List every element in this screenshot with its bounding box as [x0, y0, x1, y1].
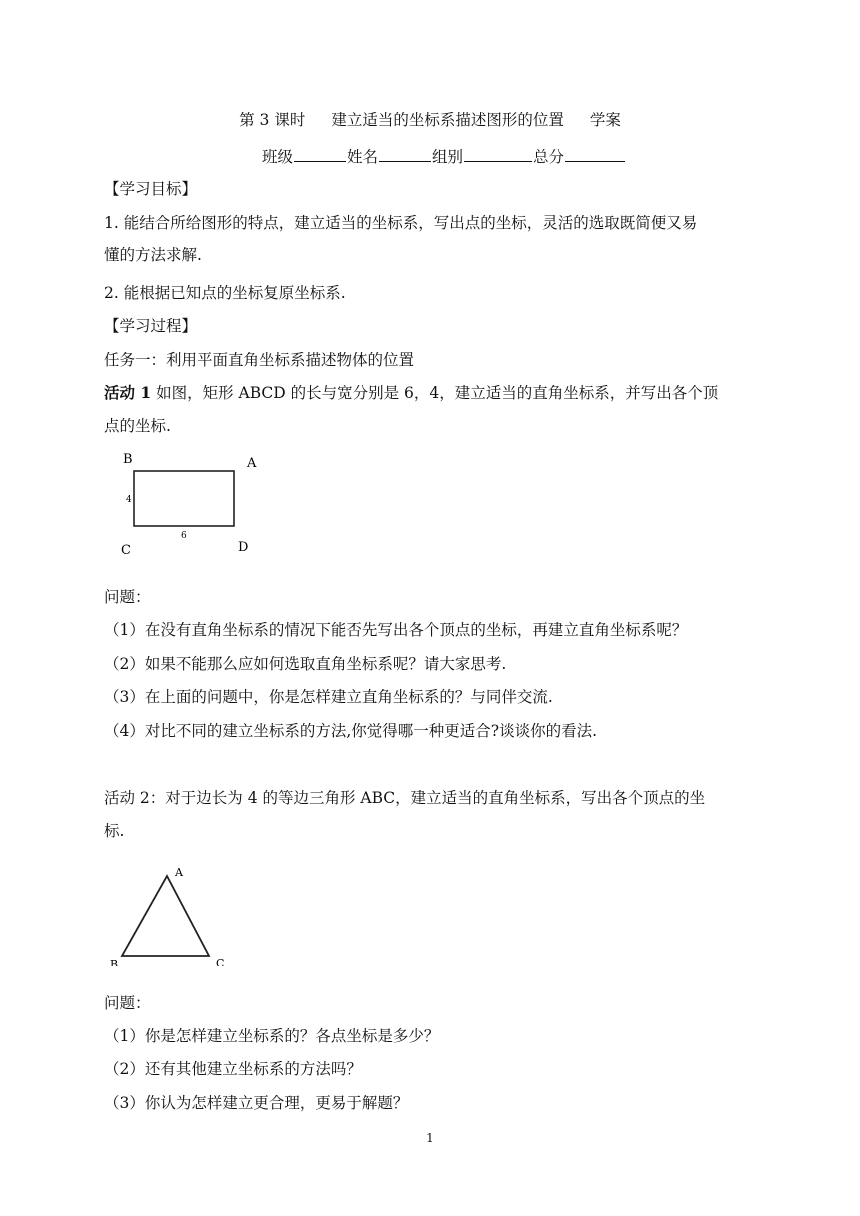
height-label: 4 [126, 495, 132, 505]
document-kind: 学案 [589, 111, 621, 129]
activity-2-line-1: 活动 2：对于边长为 4 的等边三角形 ABC，建立适当的直角坐标系，写出各个顶点的坐 [104, 789, 706, 807]
activity-2-line-2: 标. [104, 822, 125, 840]
process-heading: 【学习过程】 [104, 317, 198, 335]
task-1: 任务一：利用平面直角坐标系描述物体的位置 [104, 351, 415, 369]
student-info-line [262, 145, 626, 167]
vertex-b-label: B [110, 958, 119, 966]
rectangle-abcd [134, 471, 234, 526]
group-label: 组别 [432, 148, 464, 166]
group-blank[interactable] [464, 147, 532, 162]
vertex-c-label: C [216, 957, 225, 966]
score-label: 总分 [533, 148, 565, 166]
activity-2-question-2: （2）还有其他建立坐标系的方法吗？ [104, 1060, 362, 1078]
activity-2-questions-label: 问题： [104, 994, 151, 1012]
document-title [0, 108, 860, 130]
vertex-c-label: C [121, 543, 131, 558]
class-label: 班级 [262, 148, 294, 166]
lesson-number: 第 3 课时 [239, 111, 306, 129]
activity-1-question-4: （4）对比不同的建立坐标系的方法,你觉得哪一种更适合?谈谈你的看法. [104, 722, 598, 740]
triangle-abc [122, 876, 209, 956]
goal-item-1-line-1: 1. 能结合所给图形的特点，建立适当的坐标系，写出点的坐标，灵活的选取既简便又易 [104, 214, 698, 232]
activity-2-question-3: （3）你认为怎样建立更合理，更易于解题？ [104, 1094, 409, 1112]
activity-2-question-1: （1）你是怎样建立坐标系的？各点坐标是多少？ [104, 1027, 440, 1045]
goal-item-1-line-2: 懂的方法求解. [104, 246, 202, 264]
vertex-a-label: A [247, 456, 257, 471]
activity-1-questions-label: 问题： [104, 588, 151, 606]
name-blank[interactable] [379, 147, 431, 162]
activity-1-line-1 [104, 381, 718, 403]
width-label: 6 [181, 531, 187, 541]
activity-1-question-2: （2）如果不能那么应如何选取直角坐标系呢？请大家思考. [104, 655, 507, 673]
vertex-a-label: A [175, 866, 183, 879]
activity-1-text: 如图，矩形 ABCD 的长与宽分别是 6，4，建立适当的直角坐标系，并写出各个顶 [151, 384, 719, 402]
activity-1-label: 活动 1 [104, 383, 152, 402]
rectangle-figure [110, 446, 270, 562]
score-blank[interactable] [565, 147, 625, 162]
vertex-b-label: B [123, 452, 133, 467]
goals-heading: 【学习目标】 [104, 180, 198, 198]
class-blank[interactable] [294, 147, 346, 162]
page-number: 1 [426, 1131, 434, 1145]
activity-1-question-1: （1）在没有直角坐标系的情况下能否先写出各个顶点的坐标，再建立直角坐标系呢？ [104, 621, 688, 639]
triangle-figure [106, 864, 236, 970]
activity-1-question-3: （3）在上面的问题中，你是怎样建立直角坐标系的？与同伴交流. [104, 688, 553, 706]
name-label: 姓名 [347, 148, 379, 166]
vertex-d-label: D [238, 540, 249, 555]
lesson-topic: 建立适当的坐标系描述图形的位置 [331, 111, 564, 129]
goal-item-2: 2. 能根据已知点的坐标复原坐标系. [104, 284, 346, 302]
activity-1-line-2: 点的坐标. [104, 417, 171, 435]
